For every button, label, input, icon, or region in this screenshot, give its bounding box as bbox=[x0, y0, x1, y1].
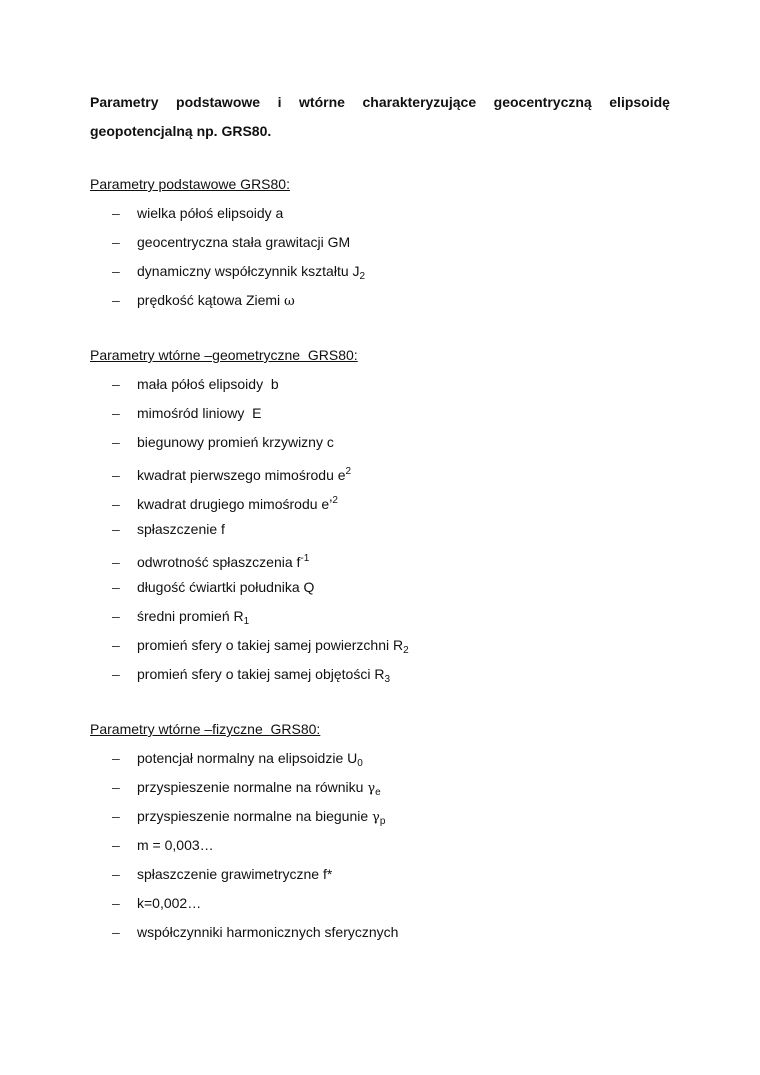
subscript: 0 bbox=[357, 758, 363, 769]
item-label: m = 0,003… bbox=[137, 837, 214, 853]
list-item-text bbox=[137, 918, 398, 947]
list-item-text bbox=[137, 428, 334, 457]
list-item bbox=[112, 631, 409, 660]
list-item-text bbox=[137, 860, 332, 889]
item-label: promień sfery o takiej samej objętości R bbox=[137, 666, 385, 682]
dash-bullet-icon: – bbox=[112, 263, 120, 279]
section-heading-basic: Parametry podstawowe GRS80: bbox=[90, 176, 290, 192]
title-word: Parametry bbox=[90, 94, 159, 110]
item-label: promień sfery o takiej samej powierzchni R bbox=[137, 637, 404, 653]
subscript: 2 bbox=[359, 271, 366, 282]
item-label: biegunowy promień krzywizny c bbox=[137, 434, 334, 450]
list-item bbox=[112, 544, 409, 573]
section-heading-physical: Parametry wtórne –fizyczne GRS80: bbox=[90, 721, 321, 737]
dash-bullet-icon: – bbox=[112, 866, 120, 882]
item-label: spłaszczenie grawimetryczne f* bbox=[137, 866, 333, 882]
item-label: kwadrat drugiego mimośrodu e’ bbox=[137, 496, 333, 512]
item-label: mała półoś elipsoidy b bbox=[137, 376, 279, 392]
dash-bullet-icon: – bbox=[112, 376, 120, 392]
list-item bbox=[112, 660, 409, 689]
dash-bullet-icon: – bbox=[112, 808, 120, 824]
list-physical bbox=[112, 744, 398, 947]
item-label: średni promień R bbox=[137, 608, 244, 624]
title-word: i bbox=[277, 94, 282, 110]
subscript: 2 bbox=[403, 645, 409, 656]
greek-symbol: ω bbox=[284, 294, 295, 309]
list-item-text bbox=[137, 286, 295, 316]
item-label: przyspieszenie normalne na biegunie bbox=[137, 808, 373, 824]
subscript: p bbox=[379, 816, 386, 827]
list-item-text bbox=[137, 515, 225, 544]
dash-bullet-icon: – bbox=[112, 750, 120, 766]
item-label: spłaszczenie f bbox=[137, 521, 225, 537]
item-label: mimośród liniowy E bbox=[137, 405, 262, 421]
subscript: e bbox=[375, 787, 381, 798]
list-basic bbox=[112, 199, 365, 315]
superscript: 2 bbox=[345, 466, 352, 477]
dash-bullet-icon: – bbox=[112, 666, 120, 682]
dash-bullet-icon: – bbox=[112, 521, 120, 537]
title-word: podstawowe bbox=[176, 94, 261, 110]
title-line-2: geopotencjalną np. GRS80. bbox=[90, 123, 272, 139]
item-label: geocentryczna stała grawitacji GM bbox=[137, 234, 351, 250]
list-item-text bbox=[137, 370, 279, 399]
dash-bullet-icon: – bbox=[112, 205, 120, 221]
item-label: współczynniki harmonicznych sferycznych bbox=[137, 924, 399, 940]
title-word: elipsoidę bbox=[609, 94, 670, 110]
list-item bbox=[112, 918, 398, 947]
list-item bbox=[112, 573, 409, 602]
dash-bullet-icon: – bbox=[112, 434, 120, 450]
dash-bullet-icon: – bbox=[112, 779, 120, 795]
title-line-1 bbox=[90, 88, 670, 117]
superscript: -1 bbox=[300, 553, 310, 564]
list-item bbox=[112, 457, 409, 486]
dash-bullet-icon: – bbox=[112, 234, 120, 250]
list-item-text bbox=[137, 831, 214, 860]
greek-symbol: γ bbox=[367, 781, 376, 796]
title-word: geocentryczną bbox=[493, 94, 592, 110]
dash-bullet-icon: – bbox=[112, 496, 120, 512]
subscript: 1 bbox=[243, 616, 250, 627]
item-label: długość ćwiartki południka Q bbox=[137, 579, 315, 595]
greek-symbol: γ bbox=[372, 810, 380, 825]
item-label: k=0,002… bbox=[137, 895, 202, 911]
list-item bbox=[112, 602, 409, 631]
item-label: dynamiczny współczynnik kształtu J bbox=[137, 263, 360, 279]
list-geometric bbox=[112, 370, 409, 689]
dash-bullet-icon: – bbox=[112, 292, 120, 308]
item-label: wielka półoś elipsoidy a bbox=[137, 205, 284, 221]
item-label: przyspieszenie normalne na równiku bbox=[137, 779, 368, 795]
superscript: 2 bbox=[332, 495, 338, 506]
item-label: kwadrat pierwszego mimośrodu e bbox=[137, 467, 346, 483]
list-item bbox=[112, 744, 398, 773]
dash-bullet-icon: – bbox=[112, 895, 120, 911]
list-item bbox=[112, 228, 365, 257]
title-word: wtórne bbox=[299, 94, 345, 110]
dash-bullet-icon: – bbox=[112, 608, 120, 624]
item-label: odwrotność spłaszczenia f bbox=[137, 554, 301, 570]
list-item-text bbox=[137, 399, 261, 428]
dash-bullet-icon: – bbox=[112, 637, 120, 653]
list-item-text bbox=[137, 573, 314, 602]
list-item bbox=[112, 428, 409, 457]
list-item bbox=[112, 399, 409, 428]
page-title bbox=[90, 88, 670, 146]
list-item bbox=[112, 486, 409, 515]
dash-bullet-icon: – bbox=[112, 467, 120, 483]
title-word: charakteryzujące bbox=[362, 94, 477, 110]
dash-bullet-icon: – bbox=[112, 579, 120, 595]
list-item-text bbox=[137, 660, 390, 694]
list-item bbox=[112, 860, 398, 889]
dash-bullet-icon: – bbox=[112, 924, 120, 940]
list-item bbox=[112, 802, 398, 831]
list-item bbox=[112, 515, 409, 544]
list-item bbox=[112, 370, 409, 399]
list-item-text bbox=[137, 199, 283, 228]
list-item bbox=[112, 773, 398, 802]
subscript: 3 bbox=[384, 674, 390, 685]
list-item bbox=[112, 889, 398, 918]
section-heading-geometric: Parametry wtórne –geometryczne GRS80: bbox=[90, 347, 358, 363]
list-item bbox=[112, 199, 365, 228]
list-item-text bbox=[137, 228, 350, 257]
list-item bbox=[112, 257, 365, 286]
dash-bullet-icon: – bbox=[112, 837, 120, 853]
list-item-text bbox=[137, 889, 201, 918]
item-label: prędkość kątowa Ziemi bbox=[137, 292, 285, 308]
item-label: potencjał normalny na elipsoidzie U bbox=[137, 750, 358, 766]
dash-bullet-icon: – bbox=[112, 405, 120, 421]
dash-bullet-icon: – bbox=[112, 554, 120, 570]
